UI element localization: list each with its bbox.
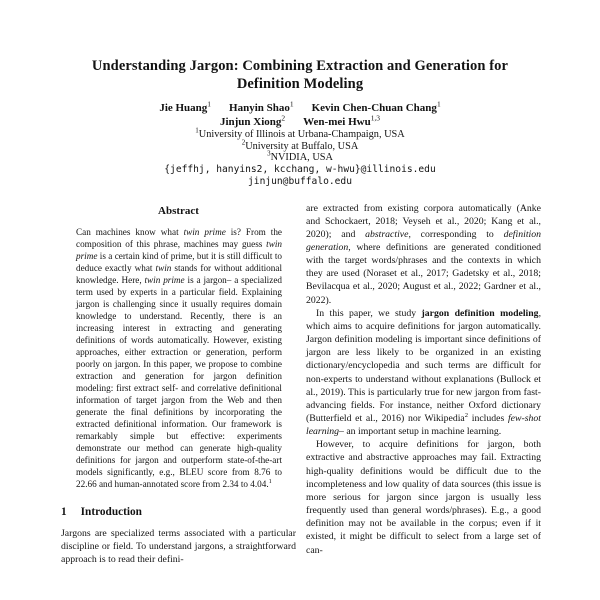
abstract-heading: Abstract — [158, 204, 199, 217]
affiliation: $^3$NVIDIA, USA — [267, 149, 333, 163]
body-paragraph: However, to acquire definitions for jargon, both extractive and abstractive approaches may fail. Extracting high-quality definitions would be difficult due to the incompleteness and low quality of data sources (this issue is more serious for jargon since jargon is usually less frequently used than general words/phrases). E.g., a good definition may not be available in the corpus; even if it existed, it might be difficult to select from a large set of can- — [306, 439, 541, 556]
author: Jinjun Xiong$^2$ — [219, 113, 286, 128]
column-left — [61, 202, 296, 567]
author: Wen-mei Hwu$^{1,3}$ — [303, 113, 381, 128]
body-paragraph: are extracted from existing corpora automatically (Anke and Schockaert, 2018; Veyseh et al., 2020; Kang et al., 2020); and abstractive, corresponding to definition generation, where definitions are generated conditioned with the target words/phrases and the contexts in which they are used (Noraset et al., 2017; Gadetsky et al., 2018; Bevilacqua et al., 2020; August et al., 2022; Gardner et al., 2022). — [306, 202, 541, 306]
paper-header — [0, 0, 600, 189]
author-email: jinjun@buffalo.edu — [248, 176, 352, 187]
section-number: 1 — [61, 505, 67, 518]
intro-paragraph: Jargons are specialized terms associated with a particular discipline or field. To understand jargons, a straightforward approach is to read their defini- — [61, 527, 296, 565]
affiliation: $^2$University at Buffalo, USA — [241, 138, 359, 152]
paper-title: Understanding Jargon: Combining Extraction and Generation for Definition Modeling — [91, 58, 509, 92]
author: Kevin Chen-Chuan Chang$^1$ — [311, 99, 441, 114]
authors-row-1 — [0, 101, 600, 115]
abstract-text: Can machines know what twin prime is? From the composition of this phrase, machines may guess twin prime is a certain kind of prime, but it is still difficult to deduce exactly what twin stands for without additional knowledge. Here, twin prime is a jargon– a specialized term used by experts in a particular field. Explaining jargon is challenging since it usually requires domain knowledge to understand. Recently, there is an increasing interest in extracting and generating definitions of words automatically. However, existing approaches, either extraction or generation, perform poorly on jargon. In this paper, we propose to combine extraction and generation for jargon definition modeling: first extract self- and correlative definitional information of target jargon from the Web and then generate the final definitions by incorporating the extracted definitional information. Our framework is remarkably simple but effective: experiments demonstrate our method can generate high-quality definitions for jargon and outperform state-of-the-art models significantly, e.g., BLEU score from 8.76 to 22.66 and human-annotated score from 2.34 to 4.04.$^1$ — [76, 226, 282, 490]
author-emails: {jeffhj, hanyins2, kcchang, w-hwu}@illinois.edu — [164, 163, 436, 175]
body-paragraph: In this paper, we study jargon definition modeling, which aims to acquire definitions for jargon automatically. Jargon definition modeling is important since definitions of jargon are less likely to be organized in an existing dictionary/encyclopedia and such terms are difficult for non-experts to understand without explanations (Bullock et al., 2019). This is particularly true for new jargon from fast-advancing fields. For instance, neither Oxford dictionary (Butterfield et al., 2016) nor Wikipedia$^2$ includes few-shot learning– an important setup in machine learning. — [306, 307, 541, 438]
authors-row-2 — [0, 115, 600, 129]
two-column-body — [0, 202, 600, 567]
column-right — [306, 202, 541, 567]
author: Jie Huang$^1$ — [159, 99, 212, 114]
section-heading-introduction — [61, 506, 296, 518]
author: Hanyin Shao$^1$ — [229, 99, 294, 114]
section-title: Introduction — [80, 505, 142, 518]
affiliation: $^1$University of Illinois at Urbana-Champaign, USA — [195, 126, 405, 140]
